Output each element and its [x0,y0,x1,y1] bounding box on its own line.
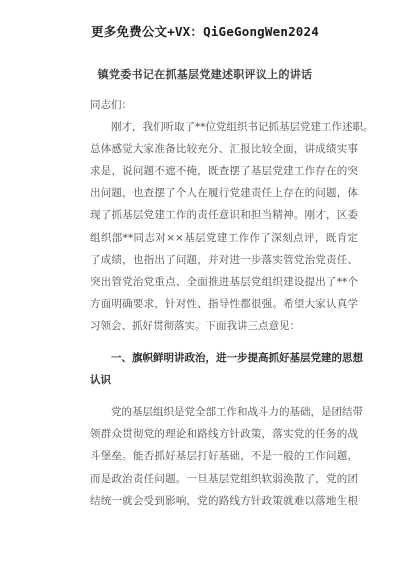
paragraph-line: 党的基层组织是党全部工作和战斗力的基础，是团结带 [111,406,363,419]
paragraph-line: 组织部**同志对××基层党建工作作了深刻点评，既肯定 [90,231,358,244]
salutation: 同志们： [90,99,132,111]
paragraph-line: 出问题，也查摆了个人在履行党建责任上存在的问题，体 [90,187,358,200]
paragraph-line: 结统一就会受到影响，党的路线方针政策就难以落地生根 [90,494,358,507]
paragraph-line: 刚才，我们听取了**位党组织书记抓基层党建工作述职。 [111,121,374,134]
document-body [90,94,374,512]
paragraph-line: 突出管党治党重点、全面推进基层党组织建设提出了**个 [90,275,358,288]
promo-banner: 更多免费公文+VX：QiGeGongWen2024 [91,24,319,39]
paragraph-line: 现了抓基层党建工作的责任意识和担当精神。刚才，区委 [90,209,358,222]
paragraph-line: 了成绩，也指出了问题，并对进一步落实管党治党责任、 [90,253,358,266]
paragraph-1 [90,116,374,337]
paragraph-line: 求是，说问题不遮不掩，既查摆了基层党建工作存在的突 [90,165,358,178]
paragraph-line: 方面明确要求，针对性、指导性都很强。希望大家认真学 [90,297,358,310]
paragraph-line: 而是政治责任问题。一旦基层党组织软弱涣散了，党的团 [90,472,358,485]
section-heading-1 [90,347,363,391]
paragraph-line: 总体感觉大家准备比较充分、汇报比较全面，讲成绩实事 [90,143,358,156]
heading-line: 一、旗帜鲜明讲政治，进一步提高抓好基层党建的思想 [111,352,363,365]
document-title: 镇党委书记在抓基层党建述职评议上的讲话 [97,68,313,81]
paragraph-line: 领群众贯彻党的理论和路线方针政策，落实党的任务的战 [90,428,358,441]
heading-line: 认识 [90,374,111,387]
paragraph-2 [90,401,363,511]
paragraph-line: 习领会、抓好贯彻落实。下面我讲三点意见： [90,319,300,332]
paragraph-line: 斗堡垒。能否抓好基层打好基础，不是一般的工作问题， [90,450,358,463]
